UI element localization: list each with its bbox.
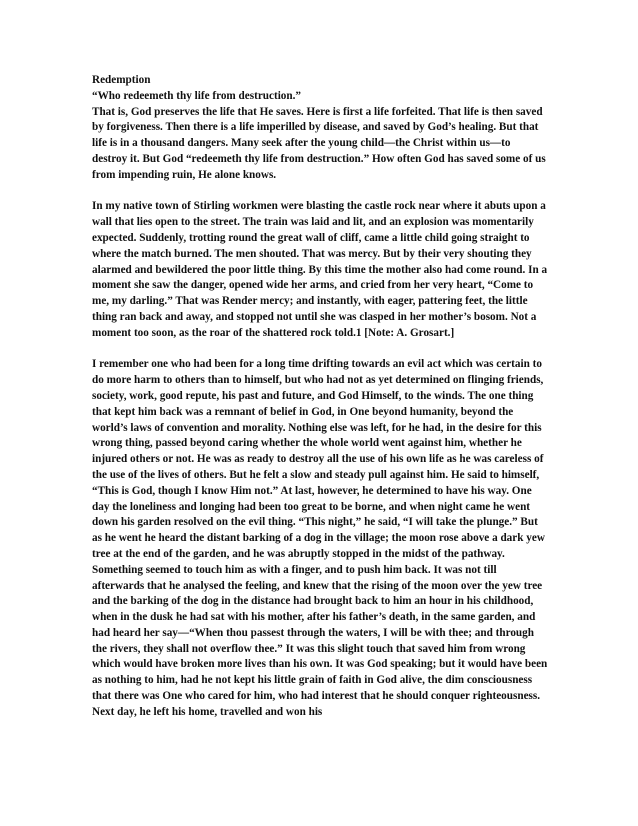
paragraph-1: That is, God preserves the life that He saves. Here is first a life forfeited. That life is then saved by forgiveness. Then there is a life imperilled by disease, and saved by God’s healing. But that life is in a thousand dangers. Many seek after the young child—the Christ within us—to destroy it. But God “redeemeth thy life from destruction.” How often God has saved some of us from impending ruin, He alone knows. [92,105,546,181]
document-page [92,73,548,721]
paragraph-2: In my native town of Stirling workmen were blasting the castle rock near where it abuts upon a wall that lies open to the street. The train was laid and lit, and an explosion was momentarily expected. Suddenly, trotting round the great wall of cliff, came a little child going straight to where the match burned. The men shouted. That was mercy. But by their very shouting they alarmed and bewildered the poor little thing. By this time the mother also had come round. In a moment she saw the danger, opened wide her arms, and cried from her very heart, “Come to me, my darling.” That was Render mercy; and instantly, with eager, pattering feet, the little thing ran back and away, and stopped not until she was clasped in her mother’s bosom. Not a moment too soon, as the roar of the shattered rock told.1 [Note: A. Grosart.] [92,200,548,339]
paragraph-spacer [92,184,548,200]
paragraph-3: I remember one who had been for a long time drifting towards an evil act which was certain to do more harm to others than to himself, but who had not as yet determined on flinging friends, society, work, good repute, his past and future, and God Himself, to the winds. The one thing that kept him back was a remnant of belief in God, in One beyond humanity, beyond the world’s laws of convention and morality. Nothing else was left, for he had, in the desire for this wrong thing, passed beyond caring whether the whole world went against him, whether he injured others or not. He was as ready to destroy all the use of his own life as he was careless of the use of the lives of others. But he felt a slow and steady pull against him. He said to himself, “This is God, though I know Him not.” At last, however, he determined to have his way. One day the loneliness and longing had been too great to be borne, and when night came he went down his garden resolved on the evil thing. “This night,” he said, “I will take the plunge.” But as he went he heard the distant barking of a dog in the village; the moon rose above a dark yew tree at the end of the garden, and he was abruptly stopped in the midst of the pathway. Something seemed to touch him as with a finger, and to push him back. It was not till afterwards that he analysed the feeling, and knew that the rising of the moon over the yew tree and the barking of the dog in the distance had brought back to him an hour in his childhood, when in the dusk he had sat with his mother, after his father’s death, in the same garden, and had heard her say—“When thou passest through the waters, I will be with thee; and through the rivers, they shall not overflow thee.” It was this slight touch that saved him from wrong which would have broken more lives than his own. It was God speaking; but it would have been as nothing to him, had he not kept his little grain of faith in God alive, the dim consciousness that there was One who cared for him, who had interest that he should conquer righteousness. Next day, he left his home, travelled and won his [92,358,548,718]
paragraph-spacer [92,342,548,358]
epigraph: “Who redeemeth thy life from destruction.” [92,89,302,102]
document-title: Redemption [92,74,151,86]
